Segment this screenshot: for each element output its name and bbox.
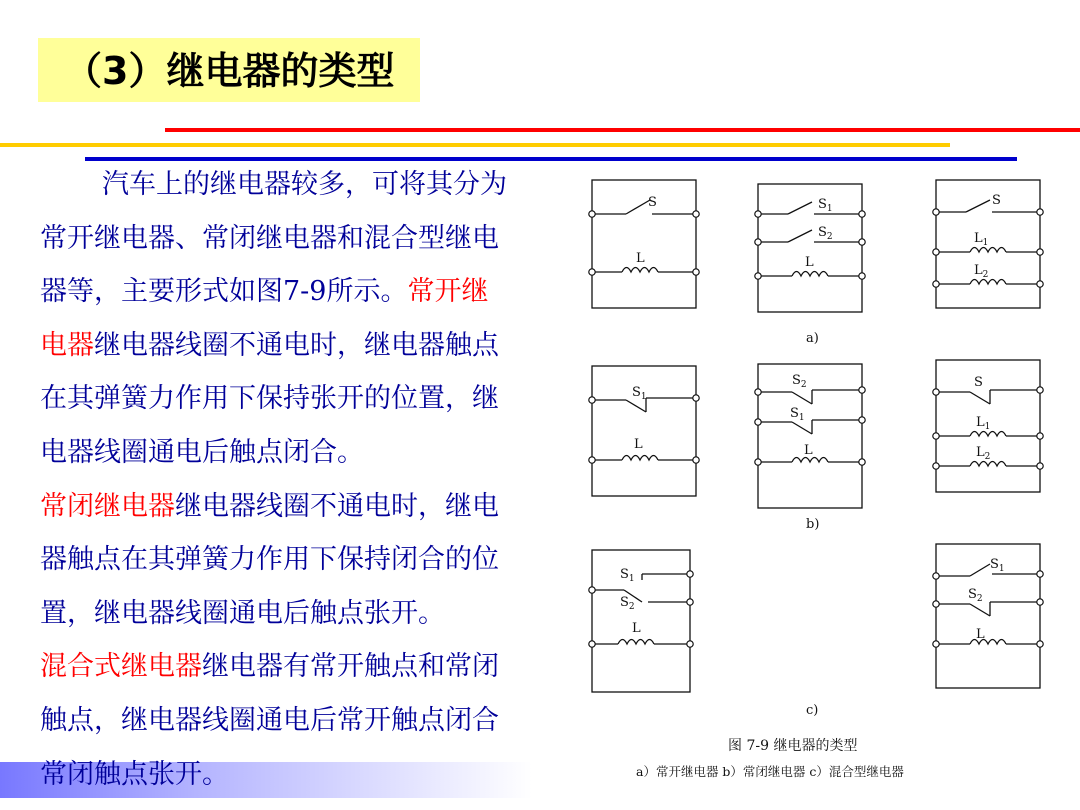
divider-yellow [0,143,950,147]
divider-red [165,128,1080,132]
diagram-a3 [933,180,1043,308]
label-b2-l: L [804,443,813,458]
label-c1-l: L [632,621,641,636]
relay-types-figure [580,170,1080,790]
diagram-a1 [589,180,699,308]
diagram-b1 [589,366,699,496]
body-line-7-text: 继电器线圈不通电时，继电 [175,490,499,522]
diagram-a2 [755,184,865,312]
diagram-c3 [933,544,1043,688]
label-b1-l: L [634,437,643,452]
label-b1-s1: $S_1$ [632,385,647,402]
label-c1-s1: $S_1$ [620,567,635,584]
figure-subcaption: a）常开继电器 b）常闭继电器 c）混合型继电器 [636,764,904,779]
label-a1-s: S [648,195,657,210]
label-a1-l: L [636,251,645,266]
body-line-10-text: 继电器有常开触点和常闭 [202,651,499,683]
label-b2-s2: $S_2$ [792,373,807,390]
panel-c-label: c) [806,703,819,718]
highlight-normally-open-a: 常开继 [407,276,489,308]
label-a2-s2: $S_2$ [818,225,833,242]
label-c3-s1: $S_1$ [990,557,1005,574]
label-b3-l2: $L_2$ [976,445,991,462]
body-line-4 [40,319,556,373]
label-a2-l: L [805,255,814,270]
body-line-6: 电器线圈通电后触点闭合。 [40,436,364,468]
body-line-8: 器触点在其弹簧力作用下保持闭合的位 [40,544,499,576]
diagram-b3 [933,360,1043,492]
label-a3-s: S [992,193,1001,208]
highlight-normally-closed: 常闭继电器 [40,490,175,522]
body-line-1: 汽车上的继电器较多，可将其分为 [102,169,507,200]
relay-diagram-svg [580,170,1080,790]
panel-b-label: b) [806,517,820,532]
body-line-9: 置，继电器线圈通电后触点张开。 [40,597,445,629]
body-line-7 [40,480,556,534]
slide-title: （3）继电器的类型 [64,49,395,93]
highlight-hybrid: 混合式继电器 [40,651,202,683]
label-a3-l1: $L_1$ [974,231,989,248]
body-line-11: 触点，继电器线圈通电后常开触点闭合 [40,704,499,736]
label-b2-s1: $S_1$ [790,406,805,423]
label-c3-s2: $S_2$ [968,587,983,604]
highlight-normally-open-b: 电器 [40,329,94,361]
body-line-10 [40,640,556,694]
label-a2-s1: $S_1$ [818,197,833,214]
label-b3-l1: $L_1$ [976,415,991,432]
body-text [40,158,556,801]
body-line-4-text: 继电器线圈不通电时，继电器触点 [94,329,499,361]
label-c1-s2: $S_2$ [620,595,635,612]
figure-caption: 图 7-9 继电器的类型 [728,738,858,754]
body-line-2: 常开继电器、常闭继电器和混合型继电 [40,222,499,254]
panel-a-label: a) [806,331,819,346]
body-line-3 [40,265,556,319]
label-a3-l2: $L_2$ [974,263,989,280]
body-line-12: 常闭触点张开。 [40,758,229,790]
body-line-5: 在其弹簧力作用下保持张开的位置，继 [40,383,499,415]
diagram-c1 [589,550,693,692]
label-c3-l: L [976,627,985,642]
diagram-b2 [755,364,865,508]
body-line-3-text: 器等，主要形式如图7-9所示。 [40,276,408,308]
label-b3-s: S [974,375,983,390]
